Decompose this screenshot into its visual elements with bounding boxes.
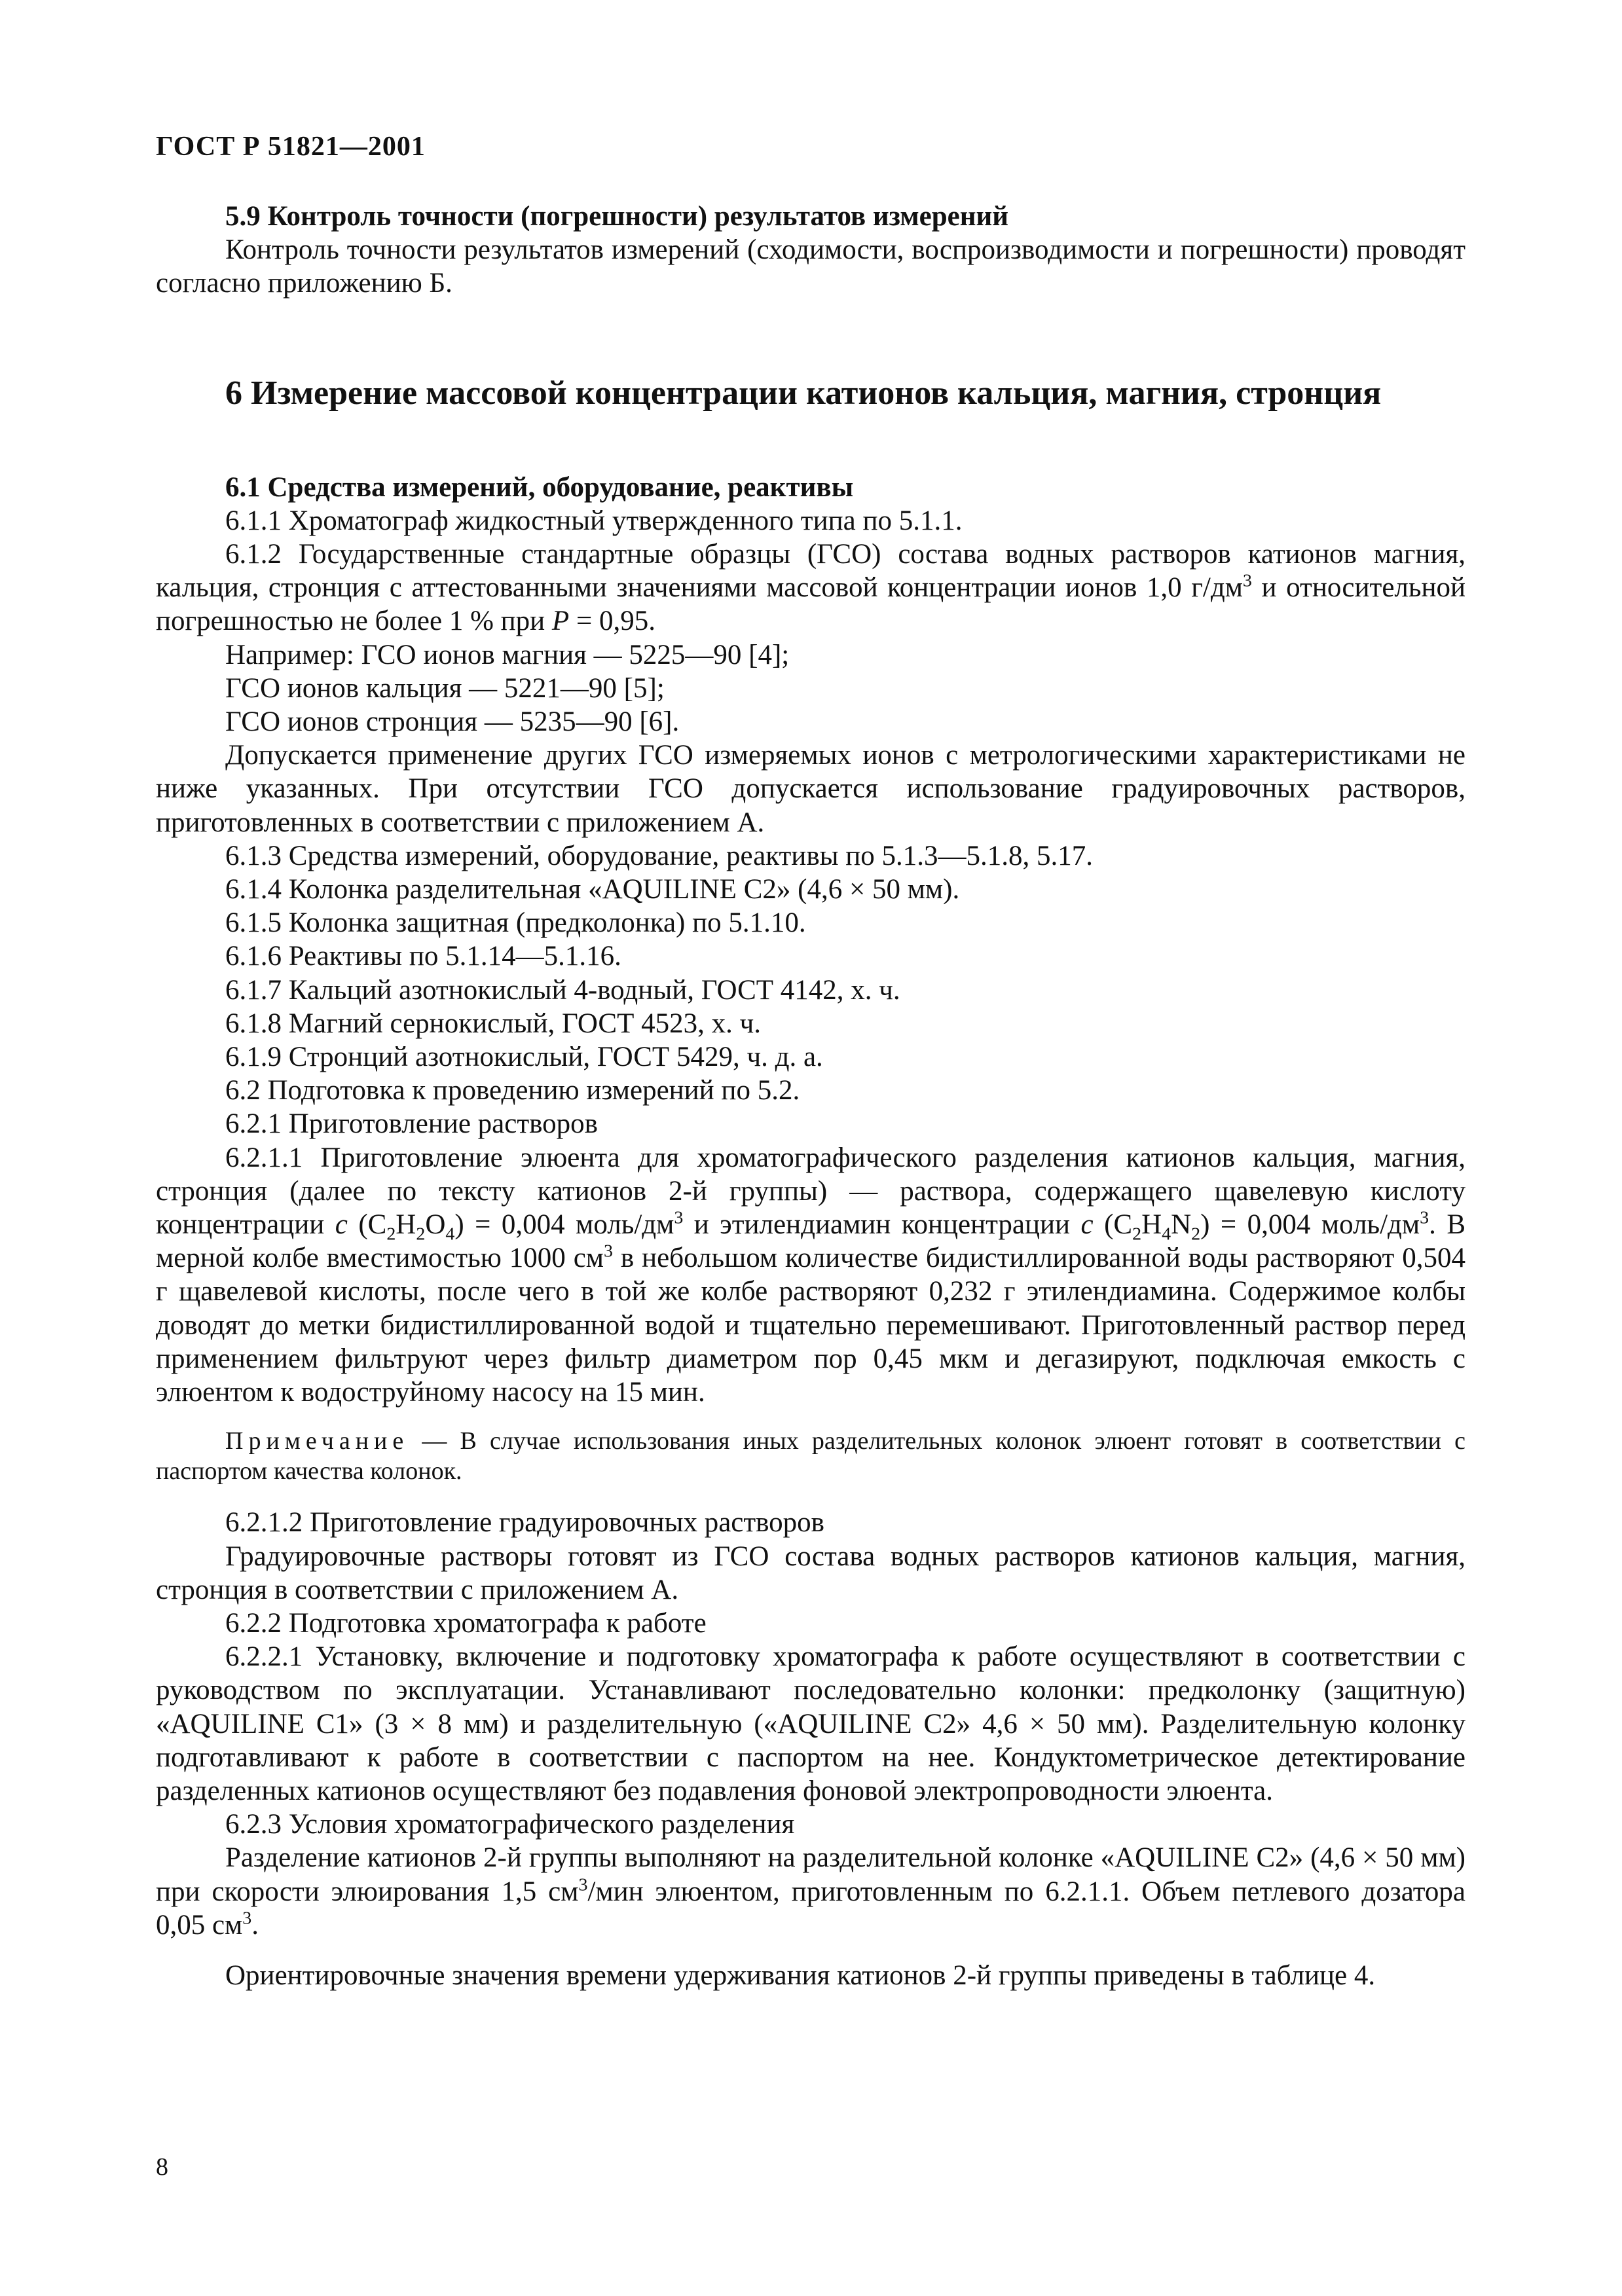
page-number: 8 — [156, 2153, 168, 2181]
para-6-2-2: 6.2.2 Подготовка хроматографа к работе — [225, 1607, 707, 1639]
para-6-1-9: 6.1.9 Стронций азотнокислый, ГОСТ 5429, ч. д. а. — [225, 1042, 823, 1073]
note — [156, 1426, 1465, 1486]
para-6-1-8: 6.1.8 Магний сернокислый, ГОСТ 4523, х. ч. — [225, 1008, 761, 1039]
document-body — [156, 200, 1465, 1992]
para-6-1-6: 6.1.6 Реактивы по 5.1.14—5.1.16. — [225, 941, 621, 972]
para-6-2-1-2: 6.2.1.2 Приготовление градуировочных растворов — [225, 1507, 824, 1539]
para-6-1-4: 6.1.4 Колонка разделительная «AQUILINE C2» (4,6 × 50 мм). — [225, 874, 960, 905]
para-6-2: 6.2 Подготовка к проведению измерений по 5.2. — [225, 1075, 800, 1106]
para-6-2-3-last: Ориентировочные значения времени удерживания катионов 2-й группы приведены в таблице 4. — [225, 1959, 1376, 1991]
para-6-2-3-text: Разделение катионов 2-й группы выполняют на разделительной колонке «AQUILINE C2» (4,6 × 50 мм) при скорости элюирования 1,5 $см^3$/мин элюентом, приготовленным по 6.2.1.1. Объем петлевого дозатора 0,05 $см^3$. — [156, 1842, 1465, 1941]
section-5-9-text: Контроль точности результатов измерений (сходимости, воспроизводимости и погрешности) проводят согласно приложению Б. — [156, 234, 1465, 299]
example-line-2: ГСО ионов кальция — 5221—90 [5]; — [225, 672, 665, 704]
note-text: — В случае использования иных разделительных колонок элюент готовят в соответствии с паспортом качества колонок. — [156, 1427, 1465, 1485]
note-label: Примечание — [225, 1427, 409, 1455]
document-header: ГОСТ Р 51821—2001 — [156, 132, 426, 162]
example-line-1: Например: ГСО ионов магния — 5225—90 [4]; — [225, 639, 790, 670]
para-6-2-1: 6.2.1 Приготовление растворов — [225, 1108, 598, 1140]
para-6-1-2: 6.1.2 Государственные стандартные образцы (ГСО) состава водных растворов катионов магния, кальция, стронция с аттестованными значениями массовой концентрации ионов 1,0 $г/дм^3$ и относительной погрешностью не более 1 % при P = 0,95. — [156, 539, 1465, 637]
section-5-9-title: 5.9 Контроль точности (погрешности) результатов измерений — [225, 201, 1009, 232]
para-6-2-2-1: 6.2.2.1 Установку, включение и подготовку хроматографа к работе осуществляют в соответствии с руководством по эксплуатации. Устанавливают последовательно колонки: предколонку (защитную) «AQUILINE C1» (3 × 8 мм) и разделительную («AQUILINE C2» 4,6 × 50 мм). Разделительную колонку подготавливают к работе в соответствии с паспортом на нее. Кондуктометрическое детектирование разделенных катионов осуществляют без подавления фоновой электропроводности элюента. — [156, 1641, 1465, 1806]
para-6-1-7: 6.1.7 Кальций азотнокислый 4-водный, ГОСТ 4142, х. ч. — [225, 974, 900, 1006]
para-6-1-3: 6.1.3 Средства измерений, оборудование, реактивы по 5.1.3—5.1.8, 5.17. — [225, 840, 1094, 871]
para-6-2-3: 6.2.3 Условия хроматографического разделения — [225, 1809, 795, 1840]
para-6-1-5: 6.1.5 Колонка защитная (предколонка) по 5.1.10. — [225, 907, 806, 939]
para-6-1-1: 6.1.1 Хроматограф жидкостный утвержденного типа по 5.1.1. — [225, 505, 963, 536]
chapter-6-title: 6 Измерение массовой концентрации катионов кальция, магния, стронция — [225, 374, 1382, 412]
example-line-3: ГСО ионов стронция — 5235—90 [6]. — [225, 706, 680, 738]
section-6-1-title: 6.1 Средства измерений, оборудование, реактивы — [225, 471, 854, 503]
para-allowance: Допускается применение других ГСО измеряемых ионов с метрологическими характеристиками не ниже указанных. При отсутствии ГСО допускается использование градуировочных растворов, приготовленных в соответствии с приложением А. — [156, 740, 1465, 838]
para-6-2-1-2-text: Градуировочные растворы готовят из ГСО состава водных растворов катионов кальция, магния, стронция в соответствии с приложением А. — [156, 1540, 1465, 1605]
para-6-2-1-1: 6.2.1.1 Приготовление элюента для хроматографического разделения катионов кальция, магния, стронция (далее по тексту катионов 2-й группы) — раствора, содержащего щавелевую кислоту концентрации c $(C_2H_2O_4) = 0,004$ моль/$дм^3$ и этилендиамин концентрации c $(C_2H_4N_2) = 0,004$ моль/$дм^3$. В мерной колбе вместимостью 1000 $см^3$ в небольшом количестве бидистиллированной воды растворяют 0,504 г щавелевой кислоты, после чего в той же колбе растворяют 0,232 г этилендиамина. Содержимое колбы доводят до метки бидистиллированной водой и тщательно перемешивают. Приготовленный раствор перед применением фильтруют через фильтр диаметром пор 0,45 мкм и дегазируют, подключая емкость с элюентом к водоструйному насосу на 15 мин. — [156, 1142, 1466, 1408]
